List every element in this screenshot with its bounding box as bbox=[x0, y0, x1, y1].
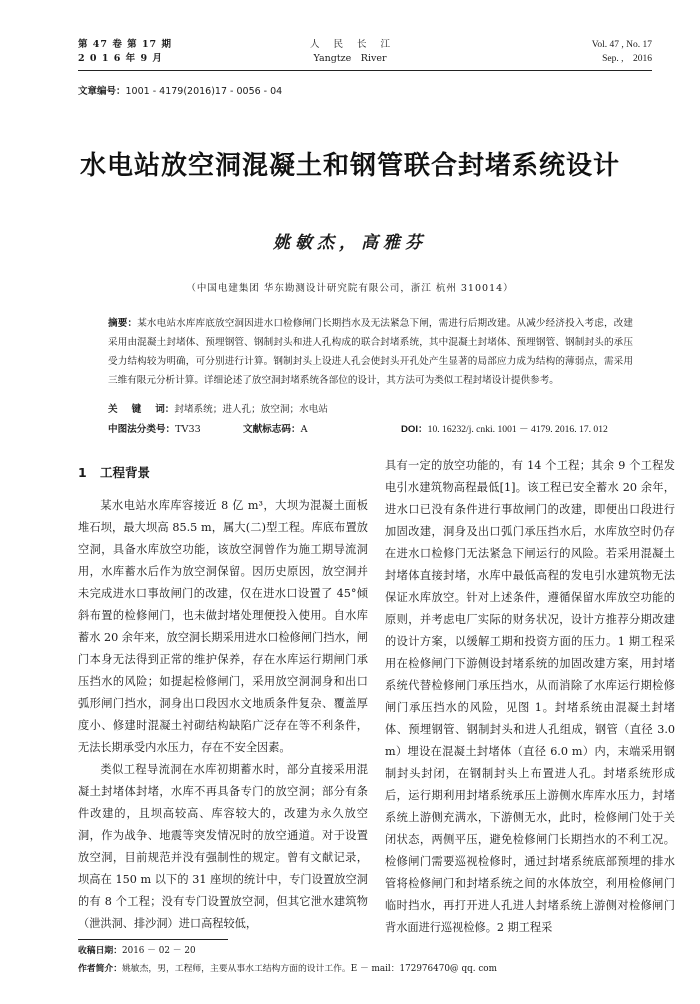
clc-label: 中图法分类号： bbox=[108, 424, 176, 435]
document-code bbox=[243, 421, 308, 439]
article-number-value: 1001 - 4179(2016)17 - 0056 - 04 bbox=[125, 86, 283, 97]
body-paragraph: 具有一定的放空功能的，有 14 个工程；其余 9 个工程发电引水建筑物高程最低[1]。该工程已安全蓄水 20 余年，进水口已没有条件进行事故闸门的改建，即便出口段进行加固改建，洞身及出口弧门承压挡水后，水库放空时仍存在进水口检修门无法紧急下闸运行的风险。若采用混凝土封堵体直接封堵，水库中最低高程的发电引水建筑物无法保证水库放空。针对上述条件，遵循保留水库放空功能的原则，并考虑电厂实际的财务状况，设计方推荐分期改建的设计方案，以缓解工期和投资方面的压力。1 期工程采用在检修闸门下游侧设封堵系统的加固改建方案，用封堵系统代替检修闸门承压挡水，从而消除了水库运行期检修闸门承压挡水的风险，见图 1。封堵系统由混凝土封堵体、预埋钢管、钢制封头和进人孔组成，钢管（直径 3.0 m）埋设在混凝土封堵体（直径 6.0 m）内，末端采用钢制封头封闭，在钢制封头上布置进人孔。封堵系统形成后，运行期利用封堵系统承压上游侧水库库水压力，封堵系统上游侧充满水，下游侧无水，此时，检修闸门处于关闭状态，两侧平压，避免检修闸门长期挡水的不利工况。检修闸门需要巡视检修时，通过封堵系统底部预埋的排水管将检修闸门和封堵系统之间的水体放空，利用检修闸门临时挡水，再打开进人孔进人封堵系统上游侧对检修闸门背水面进行巡视检修。2 期工程采 bbox=[385, 459, 675, 934]
paper-title: 水电站放空洞混凝土和钢管联合封堵系统设计 bbox=[79, 151, 620, 181]
footnote-rule bbox=[78, 939, 228, 940]
doi bbox=[401, 421, 608, 439]
header-vol-no: Vol. 47 , No. 17 bbox=[591, 40, 652, 50]
author-affiliation: （中国电建集团 华东勘测设计研究院有限公司，浙江 杭州 310014） bbox=[186, 283, 514, 294]
doi-label: DOI： bbox=[401, 424, 428, 435]
clc-number bbox=[108, 421, 201, 439]
header-journal-cn: 人民长江 bbox=[309, 39, 404, 50]
keywords-label: 关键 bbox=[108, 404, 156, 415]
section-title: 工程背景 bbox=[100, 465, 151, 480]
paper-authors: 姚敏杰，高雅芬 bbox=[273, 233, 427, 253]
article-number bbox=[78, 83, 282, 97]
keywords bbox=[108, 401, 633, 419]
body-column-right bbox=[385, 455, 675, 939]
abstract-text: 某水电站水库库底放空洞因进水口检修闸门长期挡水及无法紧急下闸，需进行后期改建。从减少经济投入考虑，改建采用由混凝土封堵体、预埋钢管、钢制封头和进人孔构成的联合封堵系统，其中混凝土封堵体、预埋钢管、钢制封头的承压受力结构较为明确，可分别进行计算。钢制封头上设进人孔会使封头开孔处产生显著的局部应力成为结构的薄弱点，需采用三维有限元分析计算。详细论述了放空洞封堵系统各部位的设计，其方法可为类似工程封堵设计提供参考。 bbox=[108, 318, 634, 386]
abstract-label: 摘要： bbox=[108, 318, 138, 329]
header-month-year: Sep. , 2016 bbox=[602, 54, 652, 64]
body-paragraph: 类似工程导流洞在水库初期蓄水时，部分直接采用混凝土封堵体封堵，水库不再具备专门的放空洞；部分有条件改建的，且坝高较高、库容较大的，改建为永久放空洞，作为战争、地震等突发情况时的放空通道。对于设置放空洞，目前规范并没有强制性的规定。曾有文献记录，坝高在 150 m 以下的 31 座坝的统计中，专门设置放空洞的有 8 个工程；没有专门设置放空洞，但其它泄水建筑物（泄洪洞、排沙洞）进口高程较低， bbox=[78, 763, 368, 930]
article-number-label: 文章编号： bbox=[78, 86, 126, 97]
footnote-received bbox=[78, 944, 658, 958]
header-journal-en: Yangtze River bbox=[313, 53, 387, 64]
document-code-value: A bbox=[300, 424, 308, 435]
keywords-text: 封堵系统；进人孔；放空洞；水电站 bbox=[174, 404, 328, 415]
document-code-label: 文献标志码： bbox=[243, 424, 301, 435]
header-rule bbox=[78, 70, 652, 71]
header-volume-en bbox=[592, 38, 652, 66]
header-volume: 第 47 卷 第 17 期 bbox=[78, 39, 172, 50]
body-column-left bbox=[78, 457, 368, 935]
clc-value: TV33 bbox=[175, 424, 201, 435]
header-date: 2 0 1 6 年 9 月 bbox=[78, 53, 163, 64]
received-value: 2016 － 02 － 20 bbox=[122, 946, 196, 956]
body-paragraph: 某水电站水库库容接近 8 亿 m³，大坝为混凝土面板堆石坝，最大坝高 85.5 m，属大(二)型工程。库底布置放空洞，具备水库放空功能，该放空洞曾作为施工期导流洞用，水库蓄水后作为放空洞保留。因历史原因，放空洞并未完成进水口事故闸门的改建，仅在进水口设置了 45°倾斜布置的检修闸门，也未做封堵处理便投入使用。自水库蓄水 20 余年来，放空洞长期采用进水口检修闸门挡水，闸门本身无法得到正常的维护保养，存在水库运行期闸门承压挡水的风险；如提起检修闸门，采用放空洞洞身和出口弧形闸门挡水，洞身出口段因水文地质条件复杂、覆盖厚度小、修建时混凝土衬砌结构缺陷广泛存在等不利条件，无法长期承受内水压力，存在不安全因素。 bbox=[78, 499, 368, 754]
keywords-label-colon: 词： bbox=[155, 404, 175, 415]
section-heading bbox=[78, 457, 368, 489]
abstract bbox=[108, 314, 633, 390]
author-bio-label: 作者简介： bbox=[78, 964, 122, 974]
footnote-author-bio bbox=[78, 962, 658, 976]
doi-value: 10. 16232/j. cnki. 1001 － 4179. 2016. 17. 012 bbox=[427, 424, 608, 435]
author-bio-value: 姚敏杰，男，工程师，主要从事水工结构方面的设计工作。E － mail：172976470@ qq. com bbox=[122, 964, 497, 974]
section-number: 1 bbox=[78, 465, 87, 480]
received-label: 收稿日期： bbox=[78, 946, 122, 956]
